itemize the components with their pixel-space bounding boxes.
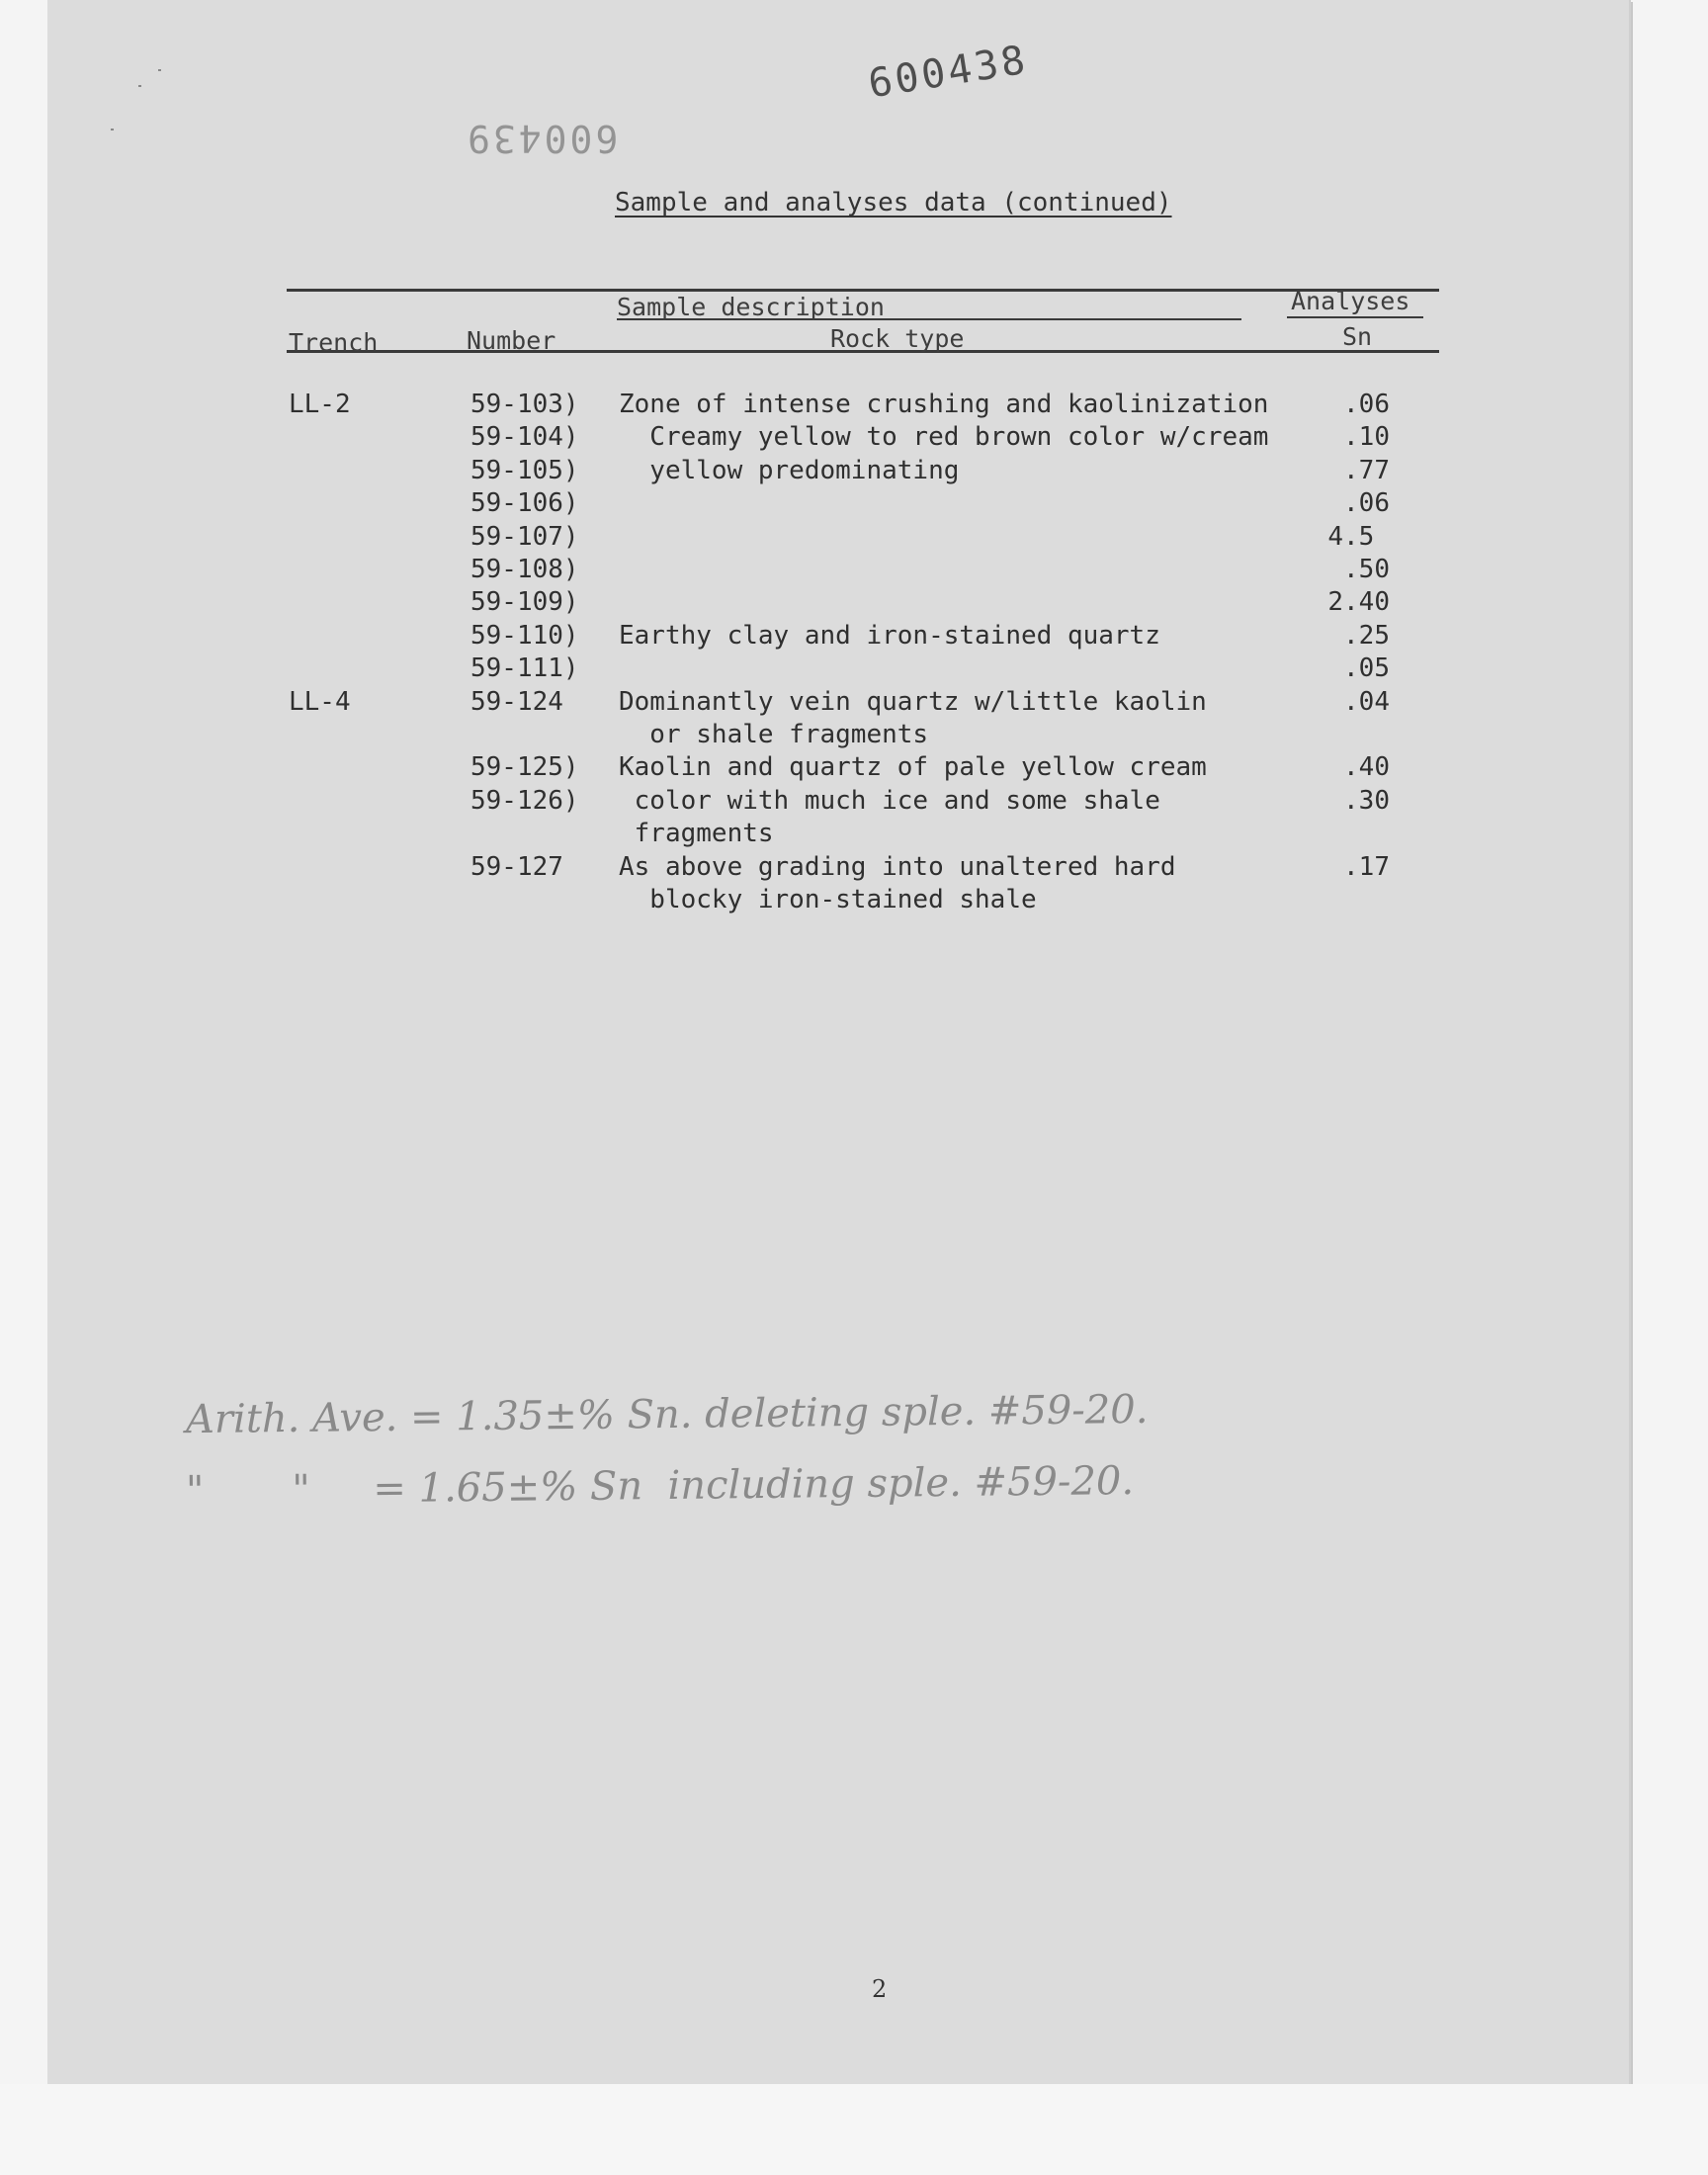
sn-value-cell: 4.5: [1327, 522, 1390, 552]
table-row: [0, 456, 1708, 489]
handwritten-note-line-2: " " = 1.65±% Sn including sple. #59-20.: [185, 1458, 1135, 1515]
trench-cell: LL-2: [289, 390, 351, 419]
mirrored-number-stamp: 600439: [465, 117, 619, 160]
sample-description-header: Sample description: [617, 293, 885, 321]
page-number: 2: [872, 1975, 888, 2003]
trench-cell: LL-4: [289, 687, 351, 717]
sample-number-cell: 59-109): [470, 587, 579, 617]
scan-margin: [0, 2084, 1708, 2175]
rock-type-cell: color with much ice and some shale: [619, 786, 1160, 816]
table-row: [0, 720, 1708, 753]
table-row: [0, 687, 1708, 721]
table-row: [0, 555, 1708, 588]
table-row: [0, 621, 1708, 654]
table-row: [0, 885, 1708, 918]
sample-number-cell: 59-107): [470, 522, 579, 552]
sn-value-cell: .17: [1343, 852, 1390, 882]
sn-value-cell: .06: [1343, 488, 1390, 518]
sample-number-cell: 59-111): [470, 653, 579, 683]
sn-value-cell: .06: [1343, 390, 1390, 419]
rock-type-cell: yellow predominating: [619, 456, 960, 485]
sample-number-cell: 59-104): [470, 422, 579, 452]
sn-column-header: Sn: [1342, 322, 1373, 351]
rock-type-cell: Zone of intense crushing and kaolinization: [619, 390, 1269, 419]
table-row: [0, 653, 1708, 687]
sn-value-cell: .04: [1343, 687, 1390, 717]
table-row: [0, 488, 1708, 522]
rock-type-cell: Earthy clay and iron-stained quartz: [619, 621, 1160, 651]
scan-speck: [158, 69, 161, 71]
analyses-header: Analyses: [1291, 287, 1410, 315]
table-row: [0, 819, 1708, 852]
page-title: Sample and analyses data (continued): [615, 188, 1172, 218]
sample-number-cell: 59-110): [470, 621, 579, 651]
table-row: [0, 752, 1708, 786]
rock-type-cell: Creamy yellow to red brown color w/cream: [619, 422, 1269, 452]
sn-value-cell: .25: [1343, 621, 1390, 651]
rock-type-cell: blocky iron-stained shale: [619, 885, 1037, 914]
table-top-rule: [287, 289, 1439, 292]
table-row: [0, 786, 1708, 820]
sn-value-cell: .05: [1343, 653, 1390, 683]
table-row: [0, 422, 1708, 456]
rock-type-cell: Dominantly vein quartz w/little kaolin: [619, 687, 1207, 717]
sample-number-cell: 59-126): [470, 786, 579, 816]
sn-value-cell: .40: [1343, 752, 1390, 782]
sn-value-cell: 2.40: [1327, 587, 1390, 617]
sample-number-cell: 59-105): [470, 456, 579, 485]
sn-value-cell: .77: [1343, 456, 1390, 485]
trench-column-header: Trench: [289, 328, 379, 357]
table-row: [0, 587, 1708, 621]
table-row: [0, 522, 1708, 556]
rock-type-cell: or shale fragments: [619, 720, 929, 749]
handwritten-note-line-1: Arith. Ave. = 1.35±% Sn. deleting sple. #59-20.: [185, 1386, 1149, 1443]
scan-speck: [111, 129, 114, 130]
rock-type-cell: As above grading into unaltered hard: [619, 852, 1176, 882]
analyses-rule: [1287, 316, 1423, 318]
sample-number-cell: 59-127: [470, 852, 563, 882]
sn-value-cell: .30: [1343, 786, 1390, 816]
table-row: [0, 852, 1708, 886]
number-column-header: Number: [467, 326, 556, 355]
sample-number-cell: 59-125): [470, 752, 579, 782]
rock-type-column-header: Rock type: [830, 324, 965, 353]
sn-value-cell: .50: [1343, 555, 1390, 584]
handwritten-note: [186, 1379, 1148, 1522]
sample-number-cell: 59-108): [470, 555, 579, 584]
sample-number-cell: 59-124: [470, 687, 563, 717]
table-row: [0, 390, 1708, 423]
sample-number-cell: 59-103): [470, 390, 579, 419]
document-number-stamp: 600438: [865, 37, 1032, 108]
scan-speck: [138, 85, 141, 87]
sample-number-cell: 59-106): [470, 488, 579, 518]
rock-type-cell: Kaolin and quartz of pale yellow cream: [619, 752, 1207, 782]
sn-value-cell: .10: [1343, 422, 1390, 452]
rock-type-cell: fragments: [619, 819, 774, 848]
